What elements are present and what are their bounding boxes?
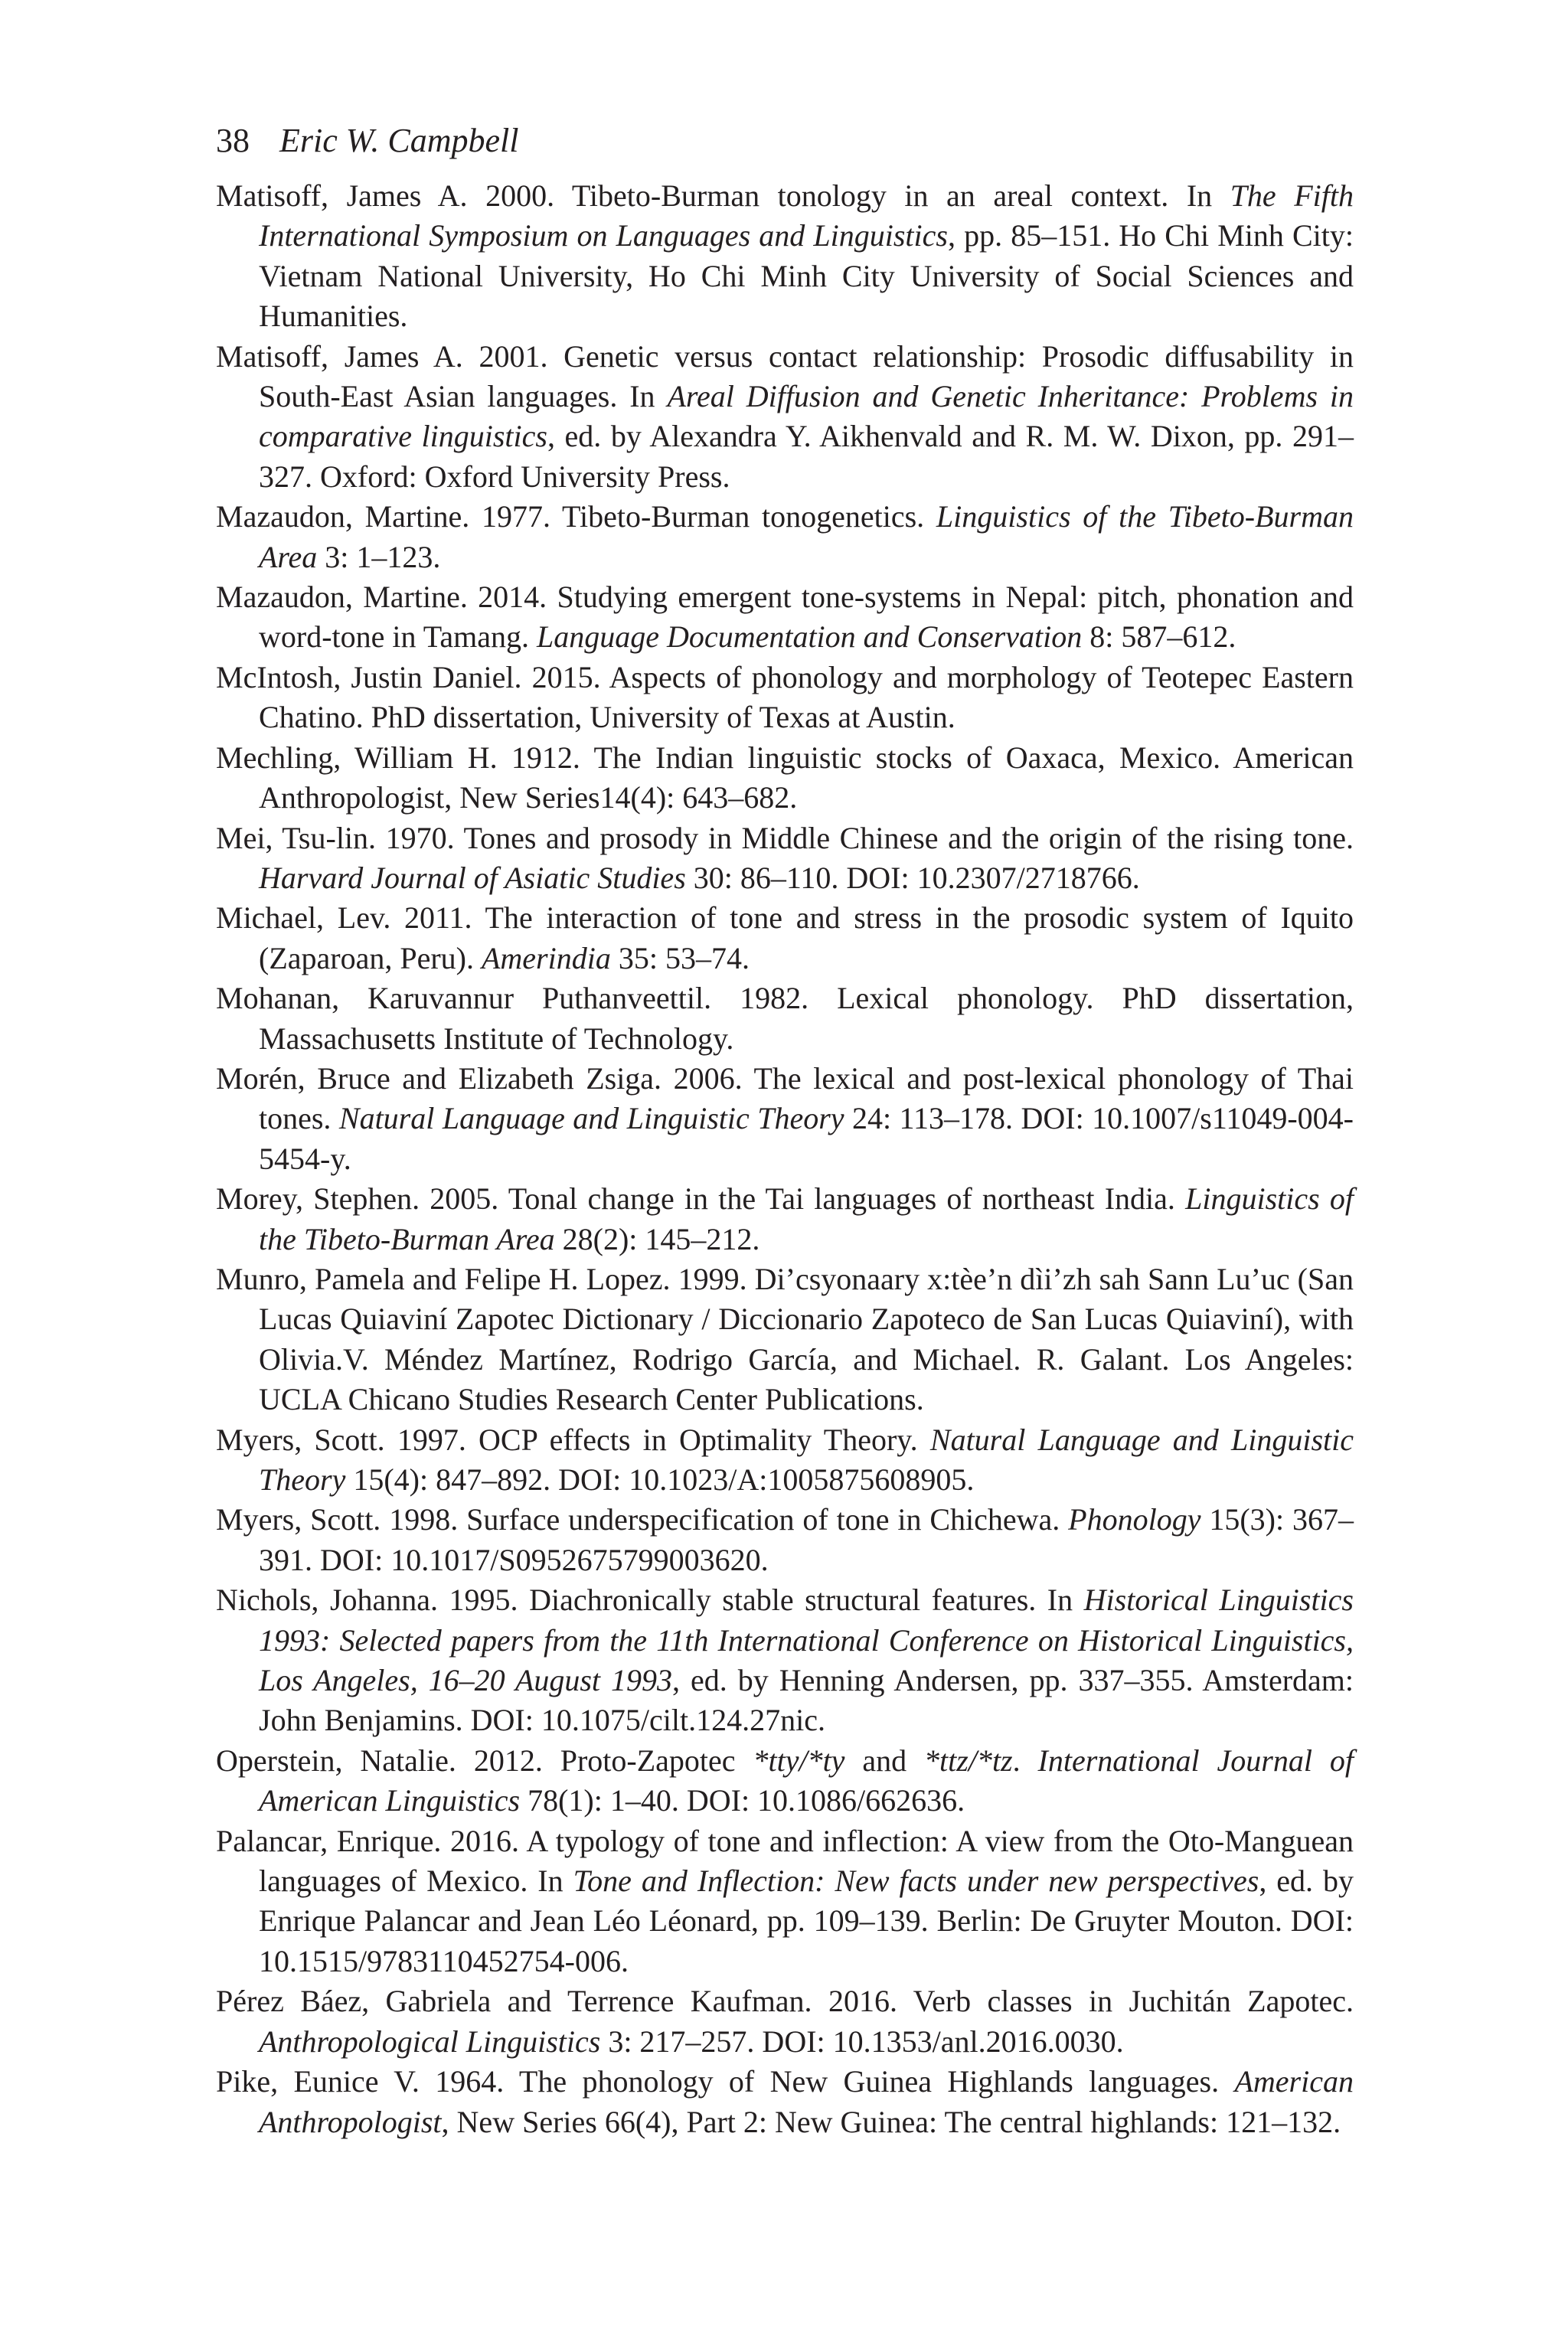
reference-entry	[216, 738, 1354, 818]
reference-text: Nichols, Johanna. 1995. Diachronically stable structural features. In	[216, 1583, 1084, 1618]
reference-italic-text: The Fifth International Symposium on Languages and Linguistics	[259, 178, 1354, 253]
reference-italic-text: Natural Language and Linguistic Theory	[338, 1101, 844, 1136]
reference-italic-text: Language Documentation and Conservation	[537, 619, 1083, 655]
reference-entry	[216, 1179, 1354, 1259]
reference-text: McIntosh, Justin Daniel. 2015. Aspects of phonology and morphology of Teotepec Eastern Chatino. PhD dissertation, University of Texas at Austin.	[216, 659, 1354, 735]
reference-entry	[216, 898, 1354, 978]
reference-italic-text: Harvard Journal of Asiatic Studies	[259, 860, 686, 895]
reference-text: Morey, Stephen. 2005. Tonal change in the Tai languages of northeast India.	[216, 1181, 1186, 1217]
reference-italic-text: Linguistics of the Tibeto-Burman Area	[259, 499, 1354, 574]
reference-text: Morén, Bruce and Elizabeth Zsiga. 2006. The lexical and post-lexical phonology of Thai tones.	[216, 1060, 1354, 1136]
reference-text: Mohanan, Karuvannur Puthanveettil. 1982. Lexical phonology. PhD dissertation, Massachusetts Institute of Technology.	[216, 981, 1354, 1056]
reference-italic-text: Anthropological Linguistics	[259, 2024, 601, 2059]
reference-entry	[216, 176, 1354, 337]
reference-entry	[216, 658, 1354, 738]
reference-text: and	[844, 1743, 925, 1778]
reference-text: 78(1): 1–40. DOI: 10.1086/662636.	[520, 1783, 965, 1818]
reference-text: 3: 217–257. DOI: 10.1353/anl.2016.0030.	[600, 2024, 1124, 2059]
reference-text: 35: 53–74.	[610, 940, 750, 975]
reference-text: 28(2): 145–212.	[554, 1221, 760, 1256]
reference-text: Myers, Scott. 1998. Surface underspecification of tone in Chichewa.	[216, 1502, 1069, 1537]
reference-text: Mechling, William H. 1912. The Indian linguistic stocks of Oaxaca, Mexico. American Anthropologist, New Series14(4): 643–682.	[216, 740, 1354, 815]
reference-italic-text: Historical Linguistics 1993: Selected papers from the 11th International Conference on Historical Linguistics, Los Angeles, 16–20 August 1993	[259, 1583, 1354, 1698]
reference-text: , New Series 66(4), Part 2: New Guinea: The central highlands: 121–132.	[441, 2104, 1341, 2139]
reference-italic-text: Amerindia	[481, 940, 611, 975]
running-head	[216, 113, 1354, 168]
reference-text: Mazaudon, Martine. 2014. Studying emergent tone-systems in Nepal: pitch, phonation and word-tone in Tamang.	[216, 580, 1354, 655]
reference-text: .	[1012, 1743, 1038, 1778]
reference-entry	[216, 1741, 1354, 1821]
reference-text: Matisoff, James A. 2001. Genetic versus contact relationship: Prosodic diffusability in South-East Asian languages. In	[216, 338, 1354, 414]
reference-text: Pike, Eunice V. 1964. The phonology of New Guinea Highlands languages.	[216, 2064, 1235, 2099]
reference-entry	[216, 978, 1354, 1059]
reference-text: Operstein, Natalie. 2012. Proto-Zapotec	[216, 1743, 753, 1778]
reference-italic-text: Phonology	[1068, 1502, 1201, 1537]
reference-italic-text: Natural Language and Linguistic Theory	[259, 1422, 1354, 1497]
reference-text: Michael, Lev. 2011. The interaction of tone and stress in the prosodic system of Iquito (Zaparoan, Peru).	[216, 900, 1354, 975]
reference-text: Pérez Báez, Gabriela and Terrence Kaufman. 2016. Verb classes in Juchitán Zapotec.	[216, 1984, 1354, 2019]
reference-entry	[216, 337, 1354, 498]
reference-entry	[216, 2062, 1354, 2142]
reference-entry	[216, 1059, 1354, 1179]
reference-text: 15(4): 847–892. DOI: 10.1023/A:1005875608905.	[345, 1462, 975, 1497]
reference-entry	[216, 818, 1354, 899]
reference-text: Myers, Scott. 1997. OCP effects in Optimality Theory.	[216, 1422, 930, 1457]
reference-text: 8: 587–612.	[1082, 619, 1236, 655]
reference-text: Mei, Tsu-lin. 1970. Tones and prosody in Middle Chinese and the origin of the rising tone.	[216, 820, 1354, 855]
reference-entry	[216, 577, 1354, 658]
reference-text: , ed. by Henning Andersen, pp. 337–355. Amsterdam: John Benjamins. DOI: 10.1075/cilt.124.27nic.	[259, 1663, 1354, 1738]
reference-italic-text: *tty/*ty	[753, 1743, 845, 1778]
reference-text: 30: 86–110. DOI: 10.2307/2718766.	[685, 860, 1140, 895]
reference-italic-text: Linguistics of the Tibeto-Burman Area	[259, 1181, 1354, 1256]
reference-text: Mazaudon, Martine. 1977. Tibeto-Burman tonogenetics.	[216, 499, 936, 534]
reference-list	[216, 176, 1354, 2142]
reference-text: 15(3): 367–391. DOI: 10.1017/S0952675799003620.	[259, 1502, 1354, 1577]
reference-text: , pp. 85–151. Ho Chi Minh City: Vietnam National University, Ho Chi Minh City University of Social Sciences and Humanities.	[259, 218, 1354, 334]
reference-entry	[216, 497, 1354, 577]
reference-entry	[216, 1580, 1354, 1741]
reference-italic-text: *ttz/*tz	[924, 1743, 1013, 1778]
reference-entry	[216, 1500, 1354, 1580]
running-head-author: Eric W. Campbell	[279, 122, 519, 159]
reference-text: Matisoff, James A. 2000. Tibeto-Burman tonology in an areal context. In	[216, 178, 1230, 213]
reference-italic-text: Areal Diffusion and Genetic Inheritance: Problems in comparative linguistics	[259, 379, 1354, 454]
reference-text: , ed. by Enrique Palancar and Jean Léo Léonard, pp. 109–139. Berlin: De Gruyter Mouton. DOI: 10.1515/9783110452754-006.	[259, 1864, 1354, 1978]
reference-entry	[216, 1981, 1354, 2062]
reference-italic-text: Tone and Inflection: New facts under new perspectives	[573, 1864, 1259, 1899]
reference-text: Munro, Pamela and Felipe H. Lopez. 1999. Di’csyonaary x:tèe’n dìi’zh sah Sann Lu’uc (San Lucas Quiaviní Zapotec Dictionary / Diccionario Zapoteco de San Lucas Quiaviní), with Olivia.V. Méndez Martínez, Rodrigo García, and Michael. R. Galant. Los Angeles: UCLA Chicano Studies Research Center Publications.	[216, 1261, 1354, 1417]
page-number: 38	[216, 122, 250, 159]
reference-italic-text: American Anthropologist	[259, 2064, 1354, 2139]
reference-text: Palancar, Enrique. 2016. A typology of tone and inflection: A view from the Oto-Manguean languages of Mexico. In	[216, 1823, 1354, 1899]
reference-entry	[216, 1259, 1354, 1420]
reference-entry	[216, 1420, 1354, 1501]
page-content	[216, 113, 1354, 2142]
reference-text: , ed. by Alexandra Y. Aikhenvald and R. M. W. Dixon, pp. 291–327. Oxford: Oxford University Press.	[259, 419, 1354, 494]
reference-text: 3: 1–123.	[317, 539, 441, 574]
reference-text: 24: 113–178. DOI: 10.1007/s11049-004-5454-y.	[259, 1101, 1354, 1176]
reference-italic-text: International Journal of American Linguistics	[259, 1743, 1354, 1818]
reference-entry	[216, 1821, 1354, 1982]
